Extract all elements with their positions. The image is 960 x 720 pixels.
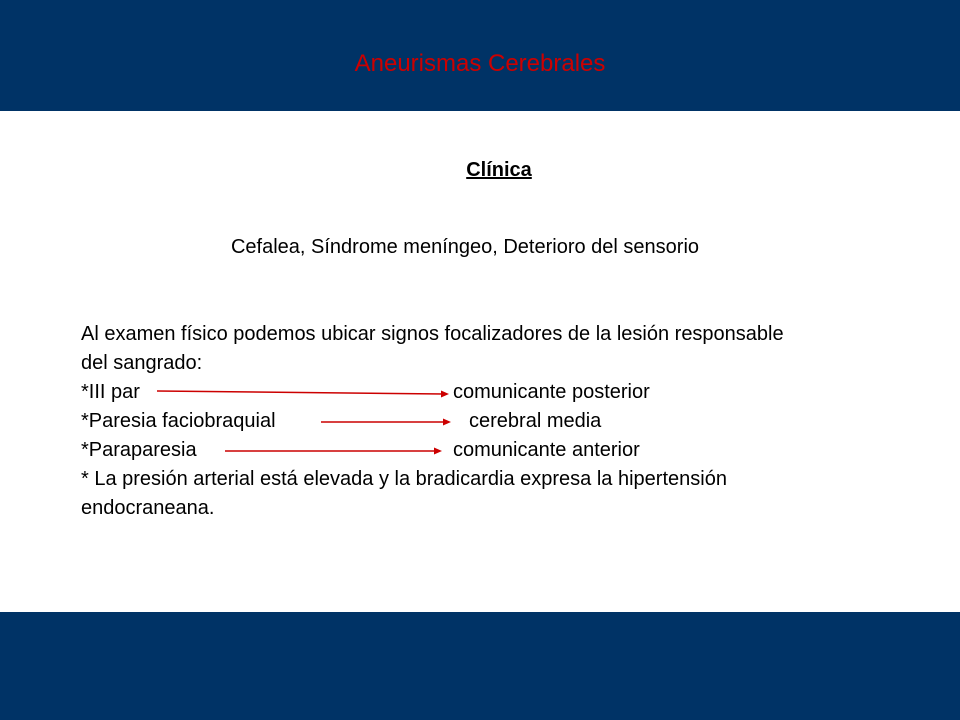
artery-label: cerebral media [469, 410, 602, 432]
footer-band [0, 612, 960, 720]
symptoms-line: Cefalea, Síndrome meníngeo, Deterioro del sensorio [230, 236, 700, 258]
right-arrow-icon [225, 436, 465, 465]
clinical-note: * La presión arterial está elevada y la bradicardia expresa la hipertensión endocraneana. [81, 468, 727, 519]
right-arrow-icon [321, 407, 461, 436]
artery-label: comunicante posterior [453, 381, 650, 403]
section-heading: Clínica [466, 159, 532, 181]
exam-intro: Al examen físico podemos ubicar signos focalizadores de la lesión responsable del sangrado: [81, 323, 784, 374]
right-arrow-icon [157, 378, 457, 407]
sign-label: *III par [81, 381, 140, 403]
slide-title: Aneurismas Cerebrales [354, 50, 606, 77]
sign-label: *Paraparesia [81, 439, 197, 461]
artery-label: comunicante anterior [453, 439, 640, 461]
sign-label: *Paresia faciobraquial [81, 410, 276, 432]
